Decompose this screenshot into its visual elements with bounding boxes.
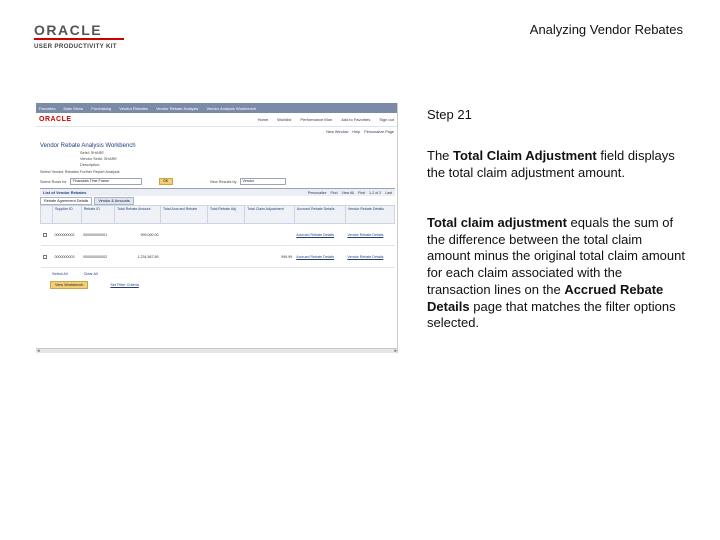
grid-header-bar	[40, 188, 395, 196]
grid-nav-link[interactable]: First	[358, 190, 366, 195]
rebate-id-cell: 000000000002	[81, 246, 114, 268]
utility-link[interactable]: Help	[352, 129, 361, 134]
description-field: Description:	[80, 163, 101, 167]
instruction-text: Select Vendor Rebates Further Report Analysis	[40, 170, 120, 174]
nav-item[interactable]: Purchasing	[91, 105, 112, 111]
empty-cell	[161, 246, 208, 268]
row-select-cell[interactable]	[41, 246, 53, 268]
desc-field-name: Total Claim Adjustment	[453, 148, 597, 163]
vendor-rebate-details-link[interactable]: Vendor Rebate Details	[345, 224, 394, 246]
breadcrumb-nav	[36, 103, 397, 113]
page-title: Vendor Rebate Analysis Workbench	[40, 143, 136, 149]
view-results-label: View Results by	[209, 179, 237, 184]
horizontal-scrollbar[interactable]	[36, 348, 398, 353]
app-brand-logo: ORACLE	[39, 116, 72, 123]
utility-link[interactable]: New Window	[326, 129, 349, 134]
empty-cell	[207, 224, 244, 246]
table-row	[41, 224, 395, 246]
accrued-amount-cell: 999,000.00	[115, 224, 161, 246]
nav-item[interactable]: Vendor Rebate Analysis	[155, 105, 199, 111]
grid-header-row	[41, 206, 395, 224]
accrued-rebate-details-link[interactable]: Accrued Rebate Details	[294, 246, 345, 268]
document-title: Analyzing Vendor Rebates	[529, 22, 683, 37]
empty-cell	[161, 224, 208, 246]
select-rows-dropdown[interactable]: Financials Time Frame	[70, 178, 142, 185]
top-link[interactable]: Sign out	[379, 117, 394, 122]
tab-rebate-agreement[interactable]: Rebate Agreement Details	[40, 197, 92, 205]
explanation-text: equals the sum of the difference between the total claim amount minus the original total claim amount for each claim associated with the transaction lines on the	[427, 215, 685, 297]
grid-header-checkbox-col	[41, 206, 53, 224]
select-rows-label: Select Rows for	[40, 179, 67, 184]
desc-text: The	[427, 148, 454, 163]
table-row	[41, 246, 395, 268]
nav-item[interactable]: Vendor Analysis Workbench	[206, 105, 257, 111]
step-description	[427, 148, 689, 181]
grid-navigation	[308, 191, 392, 195]
setid-field: Setid: SHARE	[80, 151, 104, 155]
supplier-id-cell: 0000000002	[53, 224, 82, 246]
total-claim-adjustment-cell	[245, 224, 295, 246]
explanation-page-name: Accrued Rebate Details	[427, 281, 664, 314]
accrued-rebate-details-link[interactable]: Accrued Rebate Details	[294, 224, 345, 246]
oracle-upk-logo	[34, 24, 124, 50]
top-link[interactable]: Performance Mon	[300, 117, 333, 122]
grid-row-count: 1-2 of 2	[369, 190, 382, 195]
empty-cell	[207, 246, 244, 268]
nav-item[interactable]: Vendor Rebates	[119, 105, 148, 111]
grid-header-cell[interactable]: Supplier ID	[53, 206, 82, 224]
grid-tabs	[40, 197, 397, 205]
rebate-id-cell: 000000000001	[81, 224, 114, 246]
row-checkbox[interactable]	[43, 255, 47, 259]
ok-button[interactable]: OK	[159, 178, 173, 185]
brand-header	[36, 113, 397, 127]
nav-item[interactable]: Favorites	[39, 105, 56, 111]
grid-header-cell[interactable]: Total Rebate Adj	[207, 206, 244, 224]
nav-item[interactable]: Main Menu	[63, 105, 84, 111]
explanation-term: Total claim adjustment	[427, 215, 567, 230]
clear-all-link[interactable]: Clear All	[83, 272, 98, 276]
grid-nav-link[interactable]: Last	[385, 190, 392, 195]
top-link[interactable]: Worklist	[277, 117, 292, 122]
grid-header-cell[interactable]: Rebate ID	[81, 206, 114, 224]
scroll-left-icon[interactable]: ◂	[37, 348, 40, 353]
desc-text: field displays the total claim adjustment amount.	[427, 148, 675, 180]
grid-header-cell[interactable]: Total Rebate Amount	[115, 206, 161, 224]
select-links	[52, 272, 397, 276]
grid-title: List of Vendor Rebates	[43, 190, 87, 195]
step-explanation	[427, 215, 689, 332]
vendor-rebates-grid	[40, 205, 395, 268]
top-link[interactable]: Home	[257, 117, 269, 122]
step-number: Step 21	[427, 107, 472, 122]
scroll-right-icon[interactable]: ▸	[394, 348, 397, 353]
accrued-amount-cell: 1,234,567.89	[115, 246, 161, 268]
supplier-id-cell: 0000000003	[53, 246, 82, 268]
grid-nav-link[interactable]: View All	[341, 190, 355, 195]
grid-header-cell[interactable]: Total Claim Adjustment	[245, 206, 295, 224]
top-link[interactable]: Add to Favorites	[341, 117, 371, 122]
bottom-actions	[50, 281, 397, 289]
grid-header-cell[interactable]: Total Accrued Rebate	[161, 206, 208, 224]
top-links	[258, 117, 394, 122]
row-checkbox[interactable]	[43, 233, 47, 237]
view-results-dropdown[interactable]: Vendor	[240, 178, 286, 185]
grid-nav-link[interactable]: Find	[330, 190, 338, 195]
explanation-text: page that matches the filter options selected.	[427, 298, 676, 331]
filter-row	[40, 177, 397, 186]
grid-header-cell[interactable]: Accrued Rebate Details	[294, 206, 345, 224]
vendor-setid-field: Vendor Setid: SHARE	[80, 157, 117, 161]
grid-nav-link[interactable]: Personalize	[307, 190, 327, 195]
grid-header-cell[interactable]: Vendor Rebate Details	[345, 206, 394, 224]
application-screenshot	[36, 103, 398, 353]
utility-links	[36, 127, 397, 136]
tab-vendor-amounts[interactable]: Vendor & Amounts	[94, 197, 133, 205]
set-filter-criteria-link[interactable]: Set Filter Criteria	[110, 283, 139, 287]
vendor-rebate-details-link[interactable]: Vendor Rebate Details	[345, 246, 394, 268]
utility-link[interactable]: Personalize Page	[364, 129, 394, 134]
logo-oracle-text: ORACLE	[34, 24, 124, 40]
view-workbench-button[interactable]: View Workbench	[50, 281, 88, 289]
logo-upk-text: USER PRODUCTIVITY KIT	[34, 43, 117, 50]
select-all-link[interactable]: Select All	[52, 272, 68, 276]
total-claim-adjustment-cell: 999.99	[245, 246, 295, 268]
row-select-cell[interactable]	[41, 224, 53, 246]
